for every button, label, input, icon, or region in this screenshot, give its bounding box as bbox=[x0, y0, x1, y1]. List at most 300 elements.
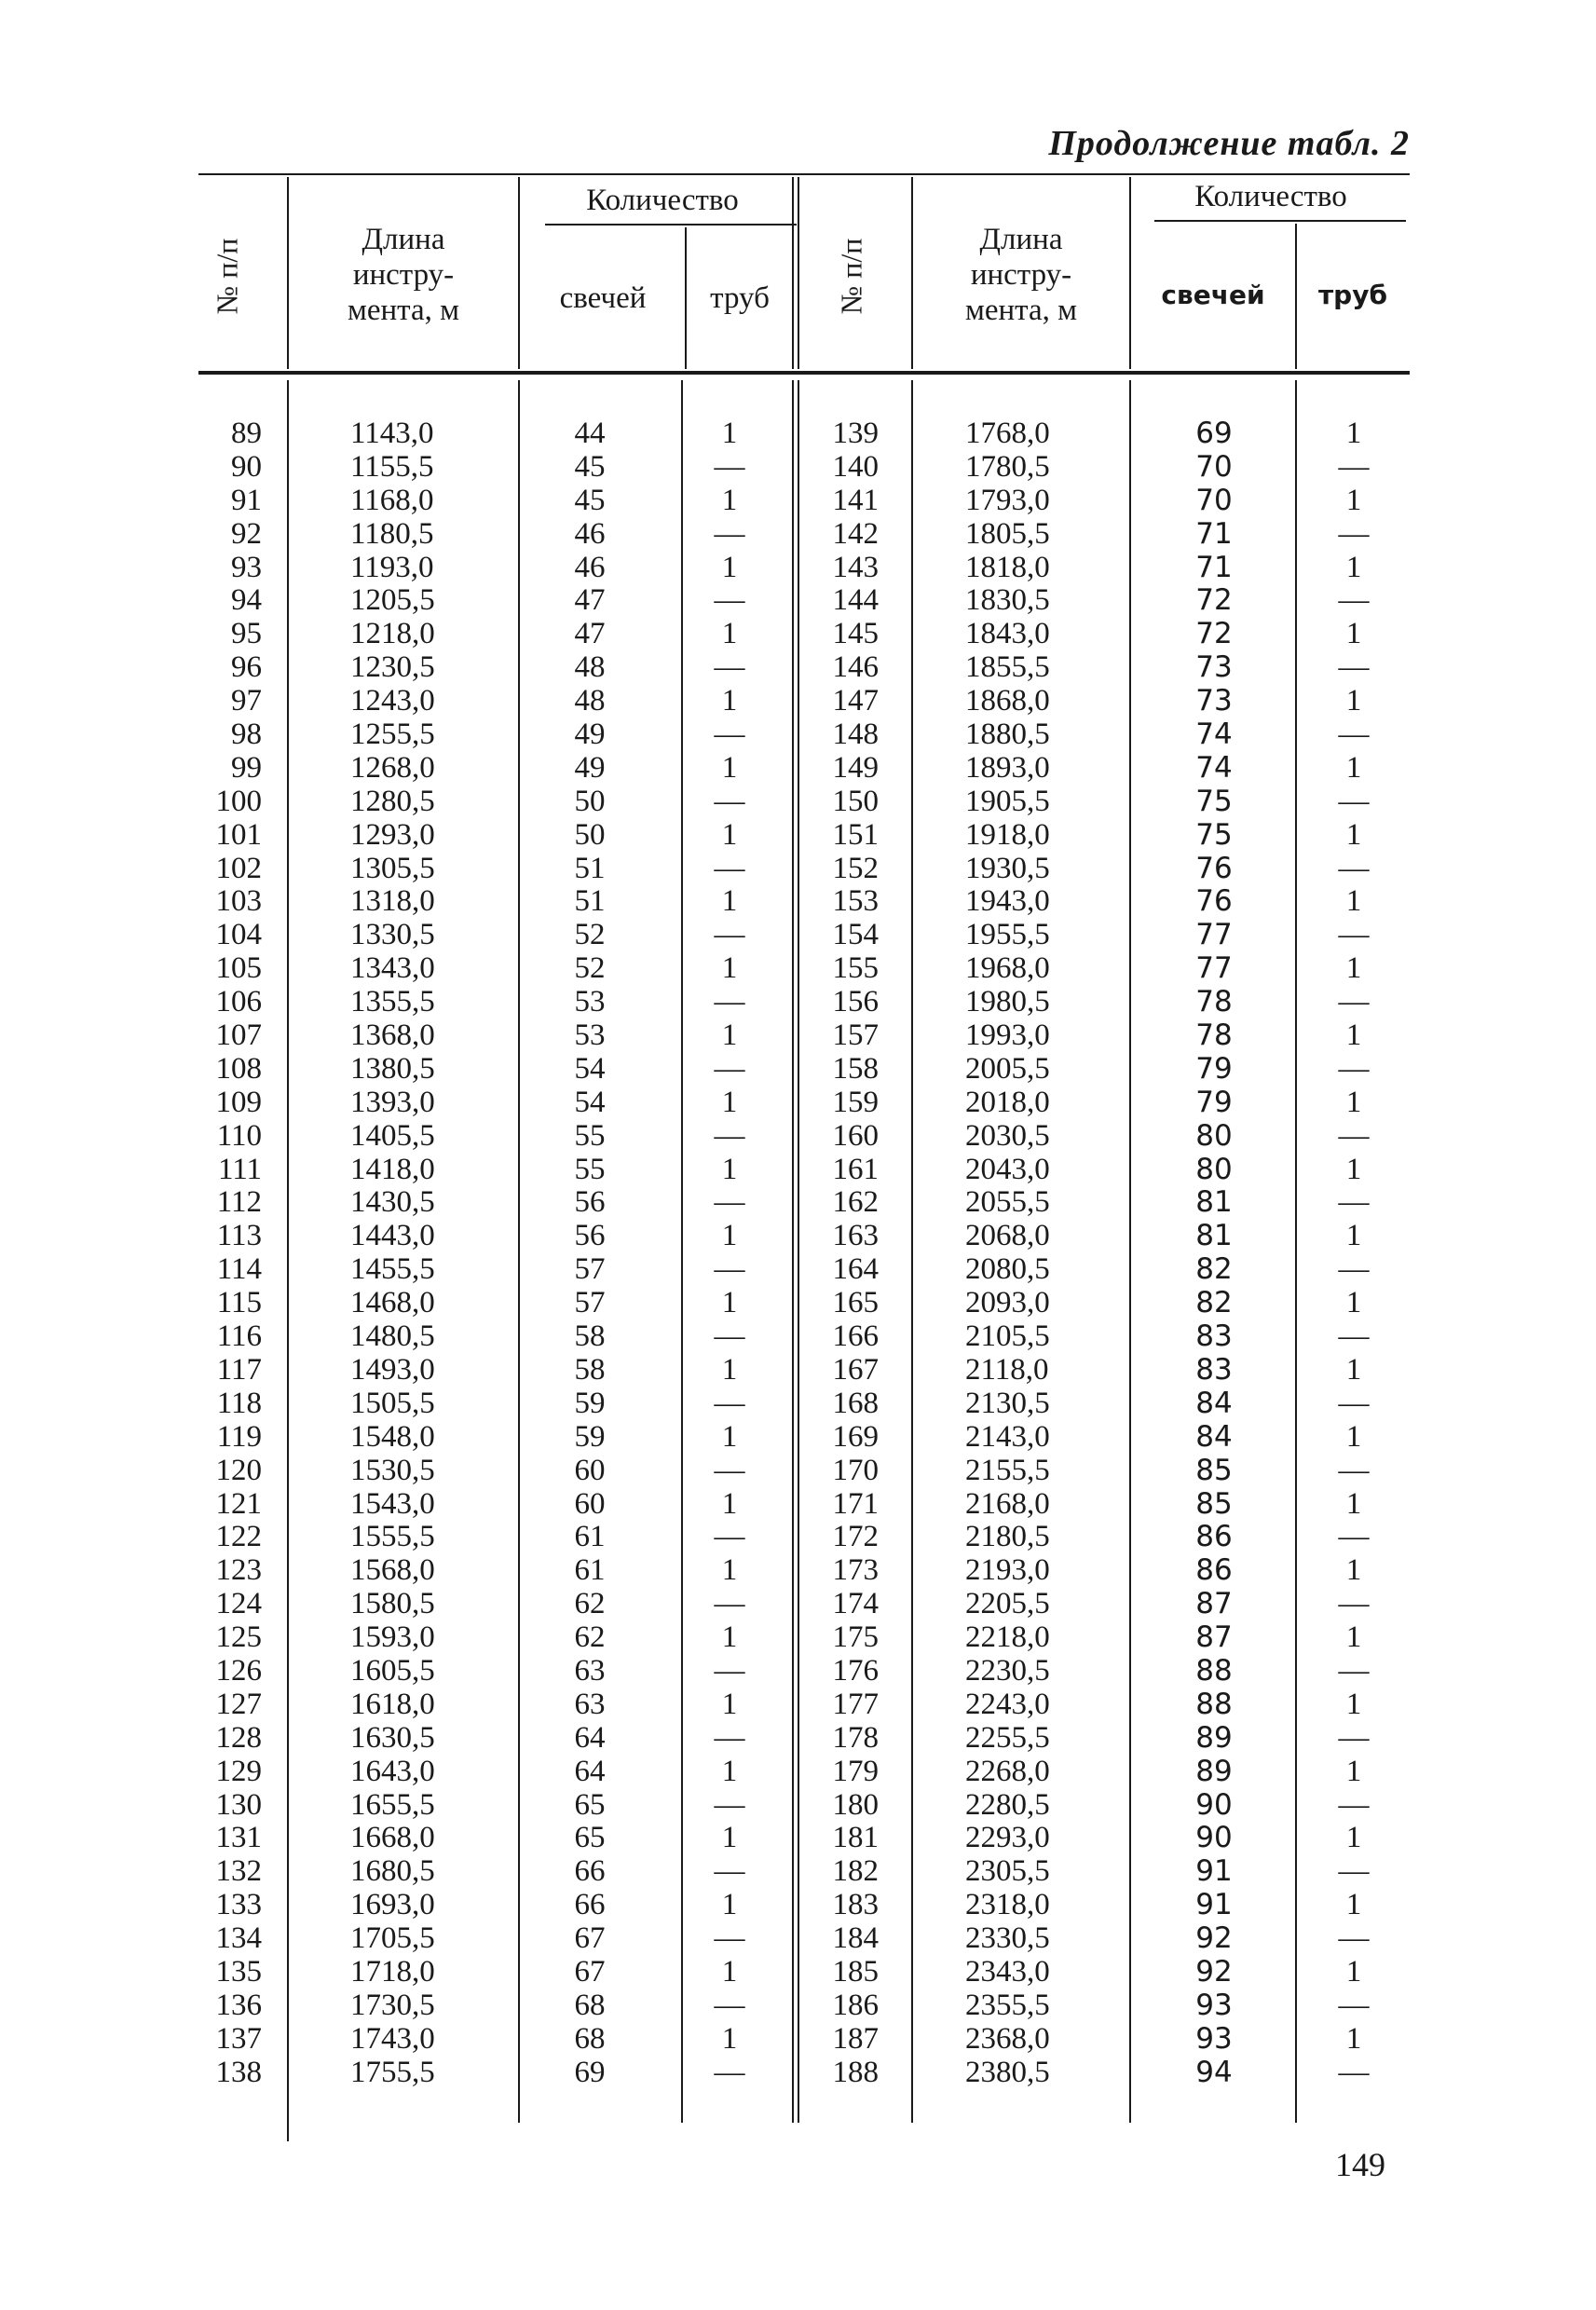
table-cell: 78 bbox=[1195, 985, 1233, 1019]
table-cell: 172 bbox=[832, 1520, 879, 1554]
table-cell: 127 bbox=[215, 1687, 262, 1721]
table-cell: 131 bbox=[215, 1821, 262, 1855]
table-cell: 1493,0 bbox=[350, 1352, 435, 1387]
rule-v1-header bbox=[287, 177, 289, 369]
table-cell: 174 bbox=[832, 1587, 879, 1621]
table-cell: 150 bbox=[832, 784, 879, 818]
table-cell: 1 bbox=[1345, 1419, 1362, 1454]
table-cell: 1 bbox=[1345, 1553, 1362, 1588]
table-cell: 1205,5 bbox=[350, 583, 435, 618]
table-cell: 2168,0 bbox=[965, 1486, 1050, 1521]
table-cell: 58 bbox=[574, 1319, 606, 1354]
table-cell: 93 bbox=[1195, 1988, 1233, 2022]
header-length-line3: мента, м bbox=[347, 294, 460, 327]
table-cell: — bbox=[1338, 1520, 1370, 1554]
table-cell: — bbox=[1338, 1720, 1370, 1755]
table-cell: — bbox=[1338, 1787, 1370, 1822]
table-cell: 96 bbox=[231, 650, 262, 685]
table-cell: — bbox=[714, 650, 745, 685]
table-cell: 70 bbox=[1195, 449, 1233, 484]
table-cell: — bbox=[1338, 985, 1370, 1019]
table-cell: — bbox=[1338, 650, 1370, 685]
table-cell: 1368,0 bbox=[350, 1018, 435, 1053]
rule-v4a-body bbox=[792, 380, 794, 2123]
table-cell: — bbox=[714, 1653, 745, 1688]
table-cell: 1718,0 bbox=[350, 1954, 435, 1989]
table-cell: 1568,0 bbox=[350, 1553, 435, 1588]
table-cell: 2130,5 bbox=[965, 1386, 1050, 1420]
table-cell: 1180,5 bbox=[350, 516, 434, 551]
table-cell: 1 bbox=[721, 617, 738, 651]
table-cell: 1548,0 bbox=[350, 1419, 435, 1454]
table-cell: 1 bbox=[1345, 2021, 1362, 2056]
table-cell: 118 bbox=[216, 1386, 262, 1420]
page-number: 149 bbox=[1335, 2146, 1385, 2183]
table-cell: 139 bbox=[832, 417, 879, 450]
table-cell: 184 bbox=[832, 1921, 879, 1956]
table-cell: 1868,0 bbox=[965, 684, 1050, 718]
table-cell: — bbox=[1338, 1587, 1370, 1621]
table-cell: 1 bbox=[1345, 1888, 1362, 1922]
table-cell: 146 bbox=[832, 650, 879, 685]
table-cell: 55 bbox=[574, 1118, 606, 1153]
table-cell: 2193,0 bbox=[965, 1553, 1050, 1588]
table-cell: 171 bbox=[832, 1486, 879, 1521]
table-cell: 187 bbox=[832, 2021, 879, 2056]
table-cell: 73 bbox=[1195, 684, 1233, 718]
table-cell: 1318,0 bbox=[350, 884, 435, 919]
table-cell: 1 bbox=[721, 1219, 738, 1253]
table-cell: 113 bbox=[216, 1219, 262, 1253]
table-cell: 1380,5 bbox=[350, 1051, 435, 1086]
table-cell: 1155,5 bbox=[350, 449, 434, 484]
header-length-line1: Длина bbox=[979, 223, 1063, 256]
table-cell: 75 bbox=[1195, 817, 1233, 852]
table-cell: 56 bbox=[574, 1185, 606, 1220]
table-cell: 141 bbox=[832, 483, 879, 517]
table-cell: 133 bbox=[215, 1888, 262, 1922]
table-cell: — bbox=[714, 1520, 745, 1554]
table-cell: 168 bbox=[832, 1386, 879, 1420]
table-cell: — bbox=[714, 1787, 745, 1822]
table-cell: 1268,0 bbox=[350, 750, 435, 785]
table-cell: 161 bbox=[832, 1152, 879, 1186]
table-cell: 100 bbox=[215, 784, 262, 818]
table-cell: 137 bbox=[215, 2021, 262, 2056]
table-cell: 160 bbox=[832, 1118, 879, 1153]
header-length-line3: мента, м bbox=[964, 294, 1078, 327]
table-cell: 1 bbox=[721, 1352, 738, 1387]
table-cell: 55 bbox=[574, 1152, 606, 1186]
table-cell: 1555,5 bbox=[350, 1520, 435, 1554]
table-cell: 51 bbox=[574, 851, 606, 885]
table-cell: 114 bbox=[216, 1252, 262, 1287]
table-cell: 87 bbox=[1195, 1587, 1233, 1621]
table-cell: — bbox=[714, 1854, 745, 1889]
table-cell: 1 bbox=[1345, 1085, 1362, 1119]
table-cell: 180 bbox=[832, 1787, 879, 1822]
table-cell: — bbox=[714, 1051, 745, 1086]
table-cell: 49 bbox=[574, 718, 606, 752]
table-cell: 1255,5 bbox=[350, 718, 435, 752]
table-cell: 65 bbox=[574, 1787, 606, 1822]
table-cell: 52 bbox=[574, 951, 606, 986]
col-num-left bbox=[198, 417, 262, 2090]
table-cell: — bbox=[714, 1587, 745, 1621]
table-cell: 1 bbox=[721, 817, 738, 852]
table-cell: 69 bbox=[574, 2055, 606, 2089]
table-cell: 61 bbox=[574, 1520, 606, 1554]
table-cell: 91 bbox=[1195, 1888, 1233, 1922]
table-cell: 1 bbox=[721, 684, 738, 718]
table-cell: 108 bbox=[215, 1051, 262, 1086]
table-cell: 1 bbox=[1345, 1687, 1362, 1721]
table-cell: 47 bbox=[574, 583, 606, 618]
table-cell: 1768,0 bbox=[965, 417, 1050, 450]
table-cell: 1 bbox=[1345, 1821, 1362, 1855]
table-cell: — bbox=[714, 1319, 745, 1354]
header-length-line1: Длина bbox=[361, 223, 445, 256]
table-cell: 2368,0 bbox=[965, 2021, 1050, 2056]
table-cell: 1 bbox=[1345, 817, 1362, 852]
table-cell: 76 bbox=[1195, 884, 1233, 919]
table-cell: 1 bbox=[721, 1687, 738, 1721]
table-cell: 62 bbox=[574, 1587, 606, 1621]
table-cell: 1930,5 bbox=[965, 851, 1050, 885]
table-cell: 73 bbox=[1195, 650, 1233, 685]
table-cell: 94 bbox=[231, 583, 262, 618]
table-cell: — bbox=[714, 918, 745, 952]
table-cell: 1693,0 bbox=[350, 1888, 435, 1922]
table-cell: 134 bbox=[215, 1921, 262, 1956]
table-cell: 1780,5 bbox=[965, 449, 1050, 484]
table-cell: 2330,5 bbox=[965, 1921, 1050, 1956]
table-cell: 83 bbox=[1195, 1352, 1233, 1387]
rule-v5-header bbox=[911, 177, 913, 369]
table-cell: — bbox=[714, 583, 745, 618]
table-cell: 1 bbox=[1345, 750, 1362, 785]
table-cell: 163 bbox=[832, 1219, 879, 1253]
table-cell: 2205,5 bbox=[965, 1587, 1050, 1621]
table-cell: 101 bbox=[215, 817, 262, 852]
table-cell: 99 bbox=[231, 750, 262, 785]
table-cell: 92 bbox=[231, 516, 262, 551]
table-cell: 82 bbox=[1195, 1252, 1233, 1287]
table-cell: 46 bbox=[574, 516, 606, 551]
table-cell: 105 bbox=[215, 951, 262, 986]
table-cell: 188 bbox=[832, 2055, 879, 2089]
table-cell: 1 bbox=[1345, 1352, 1362, 1387]
table-cell: 94 bbox=[1195, 2055, 1233, 2089]
col-candles-left bbox=[562, 417, 618, 2090]
table-cell: 54 bbox=[574, 1051, 606, 1086]
table-cell: 109 bbox=[215, 1085, 262, 1119]
table-cell: 173 bbox=[832, 1553, 879, 1588]
table-cell: 111 bbox=[217, 1152, 262, 1186]
table-cell: 1680,5 bbox=[350, 1854, 435, 1889]
table-cell: 1330,5 bbox=[350, 918, 435, 952]
table-cell: 152 bbox=[832, 851, 879, 885]
header-length-line2: инстру- bbox=[970, 258, 1072, 292]
table-cell: 2218,0 bbox=[965, 1620, 1050, 1655]
table-cell: 1818,0 bbox=[965, 550, 1050, 584]
table-cell: 91 bbox=[231, 483, 262, 517]
table-cell: — bbox=[714, 2055, 745, 2089]
table-cell: 80 bbox=[1195, 1118, 1233, 1153]
table-cell: 48 bbox=[574, 684, 606, 718]
table-cell: 53 bbox=[574, 985, 606, 1019]
table-cell: 76 bbox=[1195, 851, 1233, 885]
table-cell: 1405,5 bbox=[350, 1118, 435, 1153]
table-cell: 1343,0 bbox=[350, 951, 435, 986]
table-cell: 170 bbox=[832, 1453, 879, 1487]
table-cell: 92 bbox=[1195, 1954, 1233, 1989]
table-cell: — bbox=[1338, 516, 1370, 551]
table-cell: 169 bbox=[832, 1419, 879, 1454]
table-cell: — bbox=[714, 851, 745, 885]
table-cell: — bbox=[714, 1386, 745, 1420]
table-cell: 1455,5 bbox=[350, 1252, 435, 1287]
table-cell: 1 bbox=[721, 1954, 738, 1989]
header-pipes-right: труб bbox=[1317, 280, 1388, 310]
table-cell: 165 bbox=[832, 1286, 879, 1320]
table-cell: 66 bbox=[574, 1888, 606, 1922]
table-cell: — bbox=[1338, 1653, 1370, 1688]
table-cell: 122 bbox=[215, 1520, 262, 1554]
table-cell: 1580,5 bbox=[350, 1587, 435, 1621]
table-cell: 81 bbox=[1195, 1219, 1233, 1253]
table-cell: 63 bbox=[574, 1653, 606, 1688]
table-cell: — bbox=[1338, 1051, 1370, 1086]
table-cell: 110 bbox=[216, 1118, 262, 1153]
table-cell: 157 bbox=[832, 1018, 879, 1053]
table-cell: 1 bbox=[721, 1888, 738, 1922]
table-cell: 71 bbox=[1195, 516, 1233, 551]
table-cell: 1993,0 bbox=[965, 1018, 1050, 1053]
table-cell: 1755,5 bbox=[350, 2055, 435, 2089]
table-cell: 72 bbox=[1195, 583, 1233, 618]
table-cell: 70 bbox=[1195, 483, 1233, 517]
table-cell: — bbox=[1338, 1118, 1370, 1153]
header-length-left bbox=[292, 222, 515, 328]
table-cell: 144 bbox=[832, 583, 879, 618]
table-cell: 88 bbox=[1195, 1653, 1233, 1688]
table-cell: 79 bbox=[1195, 1051, 1233, 1086]
table-cell: 123 bbox=[215, 1553, 262, 1588]
table-cell: — bbox=[1338, 1386, 1370, 1420]
table-cell: 59 bbox=[574, 1419, 606, 1454]
table-cell: 143 bbox=[832, 550, 879, 584]
table-cell: 186 bbox=[832, 1988, 879, 2022]
rule-v1-body bbox=[287, 380, 289, 2141]
table-cell: 154 bbox=[832, 918, 879, 952]
table-cell: 1468,0 bbox=[350, 1286, 435, 1320]
table-cell: 1893,0 bbox=[965, 750, 1050, 785]
table-cell: 74 bbox=[1195, 750, 1233, 785]
table-cell: 1630,5 bbox=[350, 1720, 435, 1755]
table-cell: 1980,5 bbox=[965, 985, 1050, 1019]
data-table bbox=[198, 173, 1410, 2139]
table-cell: 1 bbox=[721, 1018, 738, 1053]
table-cell: 158 bbox=[832, 1051, 879, 1086]
table-cell: 1243,0 bbox=[350, 684, 435, 718]
table-cell: 1 bbox=[721, 1620, 738, 1655]
table-cell: 130 bbox=[215, 1787, 262, 1822]
header-length-line2: инстру- bbox=[352, 258, 455, 292]
table-cell: 140 bbox=[832, 449, 879, 484]
table-cell: 1230,5 bbox=[350, 650, 435, 685]
table-cell: 50 bbox=[574, 784, 606, 818]
rule-v2-body bbox=[518, 380, 520, 2123]
table-cell: 136 bbox=[215, 1988, 262, 2022]
table-cell: — bbox=[1338, 1854, 1370, 1889]
table-cell: 93 bbox=[1195, 2021, 1233, 2056]
table-cell: 63 bbox=[574, 1687, 606, 1721]
header-candles-right: свечей bbox=[1161, 280, 1265, 310]
rule-v6-header bbox=[1129, 177, 1131, 369]
table-cell: 79 bbox=[1195, 1085, 1233, 1119]
table-cell: 1 bbox=[1345, 483, 1362, 517]
table-cell: 2080,5 bbox=[965, 1252, 1050, 1287]
table-cell: 153 bbox=[832, 884, 879, 919]
table-cell: — bbox=[714, 718, 745, 752]
table-cell: 148 bbox=[832, 718, 879, 752]
table-cell: 1805,5 bbox=[965, 516, 1050, 551]
table-cell: 68 bbox=[574, 1988, 606, 2022]
col-num-right bbox=[804, 417, 879, 2090]
table-cell: 142 bbox=[832, 516, 879, 551]
table-cell: 1 bbox=[1345, 550, 1362, 584]
table-cell: — bbox=[714, 516, 745, 551]
table-cell: — bbox=[714, 985, 745, 1019]
table-cell: 2093,0 bbox=[965, 1286, 1050, 1320]
table-cell: — bbox=[1338, 1319, 1370, 1354]
table-cell: 64 bbox=[574, 1754, 606, 1788]
table-cell: 1593,0 bbox=[350, 1620, 435, 1655]
table-cell: 1843,0 bbox=[965, 617, 1050, 651]
table-cell: 103 bbox=[215, 884, 262, 919]
table-cell: 2180,5 bbox=[965, 1520, 1050, 1554]
table-cell: 59 bbox=[574, 1386, 606, 1420]
table-cell: 1918,0 bbox=[965, 817, 1050, 852]
table-cell: 1943,0 bbox=[965, 884, 1050, 919]
table-cell: 1 bbox=[721, 1085, 738, 1119]
table-cell: 2255,5 bbox=[965, 1720, 1050, 1755]
table-cell: 2230,5 bbox=[965, 1653, 1050, 1688]
col-length-right bbox=[965, 417, 1105, 2090]
table-cell: 71 bbox=[1195, 550, 1233, 584]
table-cell: 2118,0 bbox=[965, 1352, 1049, 1387]
rule-v3-body bbox=[681, 380, 683, 2123]
table-cell: 1 bbox=[1345, 1486, 1362, 1521]
table-cell: 177 bbox=[832, 1687, 879, 1721]
table-cell: 1418,0 bbox=[350, 1152, 435, 1186]
table-cell: 129 bbox=[215, 1754, 262, 1788]
table-cell: 124 bbox=[215, 1587, 262, 1621]
table-cell: 77 bbox=[1195, 918, 1233, 952]
header-candles-left: свечей bbox=[559, 281, 647, 315]
rule-v2-header bbox=[518, 177, 520, 369]
table-cell: 117 bbox=[216, 1352, 262, 1387]
table-cell: 1855,5 bbox=[965, 650, 1050, 685]
table-cell: 1305,5 bbox=[350, 851, 435, 885]
table-cell: 1 bbox=[1345, 884, 1362, 919]
table-cell: 51 bbox=[574, 884, 606, 919]
table-cell: 1 bbox=[721, 951, 738, 986]
table-cell: 1355,5 bbox=[350, 985, 435, 1019]
table-cell: 1 bbox=[721, 417, 738, 450]
table-cell: 1218,0 bbox=[350, 617, 435, 651]
table-cell: 53 bbox=[574, 1018, 606, 1053]
table-cell: 1 bbox=[721, 884, 738, 919]
table-cell: 2030,5 bbox=[965, 1118, 1050, 1153]
table-cell: 57 bbox=[574, 1286, 606, 1320]
table-cell: 178 bbox=[832, 1720, 879, 1755]
table-cell: 2355,5 bbox=[965, 1988, 1050, 2022]
header-pipes-left: труб bbox=[710, 281, 770, 315]
table-cell: — bbox=[714, 1988, 745, 2022]
table-top-rule bbox=[198, 173, 1410, 175]
table-cell: 1430,5 bbox=[350, 1185, 435, 1220]
table-cell: — bbox=[714, 1185, 745, 1220]
table-cell: 1 bbox=[721, 1754, 738, 1788]
table-cell: 104 bbox=[215, 918, 262, 952]
table-cell: 1 bbox=[1345, 1754, 1362, 1788]
table-cell: — bbox=[1338, 1453, 1370, 1487]
quantity-underline-left bbox=[545, 224, 797, 226]
table-cell: — bbox=[1338, 851, 1370, 885]
table-cell: 1 bbox=[1345, 1219, 1362, 1253]
table-cell: 47 bbox=[574, 617, 606, 651]
table-cell: 68 bbox=[574, 2021, 606, 2056]
table-cell: 2105,5 bbox=[965, 1319, 1050, 1354]
table-cell: 1743,0 bbox=[350, 2021, 435, 2056]
table-cell: 88 bbox=[1195, 1687, 1233, 1721]
table-cell: 159 bbox=[832, 1085, 879, 1119]
rule-v5-body bbox=[911, 380, 913, 2123]
table-cell: 65 bbox=[574, 1821, 606, 1855]
table-cell: 69 bbox=[1195, 417, 1233, 450]
header-quantity-left: Количество bbox=[586, 184, 739, 217]
table-cell: 1168,0 bbox=[350, 483, 434, 517]
table-cell: 1 bbox=[721, 550, 738, 584]
table-cell: 1 bbox=[1345, 1620, 1362, 1655]
table-cell: 64 bbox=[574, 1720, 606, 1755]
table-cell: 102 bbox=[215, 851, 262, 885]
table-cell: 2268,0 bbox=[965, 1754, 1050, 1788]
table-cell: 1730,5 bbox=[350, 1988, 435, 2022]
table-cell: 135 bbox=[215, 1954, 262, 1989]
table-cell: — bbox=[714, 1720, 745, 1755]
header-bottom-rule bbox=[198, 371, 1410, 375]
table-cell: 132 bbox=[215, 1854, 262, 1889]
table-cell: 1193,0 bbox=[350, 550, 434, 584]
table-cell: 45 bbox=[574, 483, 606, 517]
rule-v6-body bbox=[1129, 380, 1131, 2123]
table-cell: 72 bbox=[1195, 617, 1233, 651]
table-cell: — bbox=[1338, 1988, 1370, 2022]
table-cell: 115 bbox=[216, 1286, 262, 1320]
table-cell: — bbox=[1338, 2055, 1370, 2089]
table-caption: Продолжение табл. 2 bbox=[1048, 124, 1410, 163]
table-cell: 2280,5 bbox=[965, 1787, 1050, 1822]
table-cell: 1 bbox=[721, 750, 738, 785]
table-cell: 82 bbox=[1195, 1286, 1233, 1320]
table-cell: — bbox=[714, 1453, 745, 1487]
table-cell: 1830,5 bbox=[965, 583, 1050, 618]
table-cell: — bbox=[714, 784, 745, 818]
table-cell: — bbox=[1338, 918, 1370, 952]
